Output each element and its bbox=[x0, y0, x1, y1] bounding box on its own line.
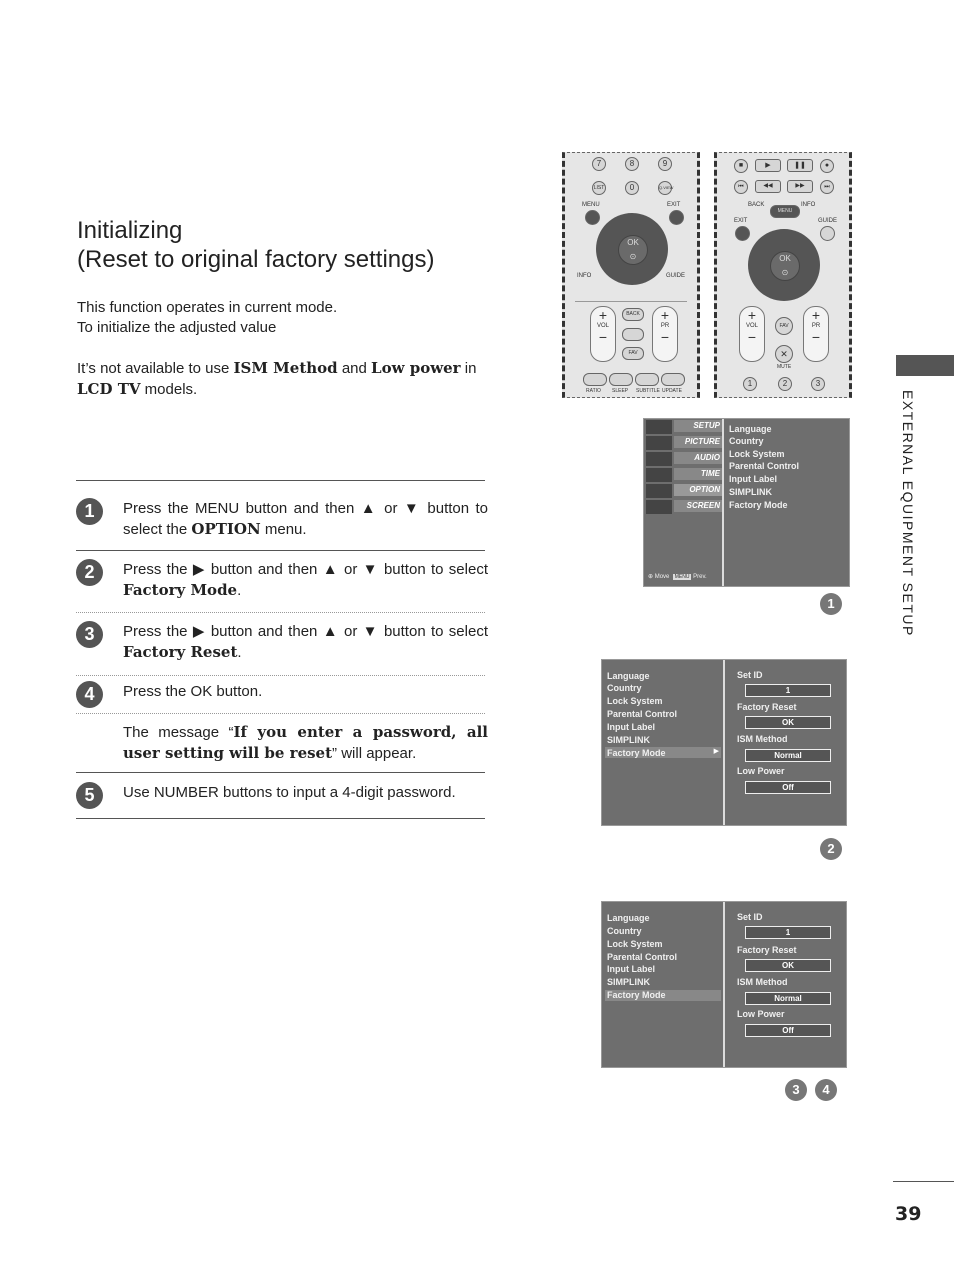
skip-back-button[interactable]: ⏮ bbox=[734, 180, 748, 194]
sleep-button[interactable] bbox=[609, 373, 633, 386]
intro-line-1: This function operates in current mode. bbox=[77, 299, 338, 316]
low-power-field[interactable]: Off bbox=[745, 1024, 831, 1037]
menu-item-parental-control[interactable]: Parental Control bbox=[607, 952, 678, 962]
menu-item-language[interactable]: Language bbox=[729, 424, 772, 434]
step-marker-3: 3 bbox=[785, 1079, 807, 1101]
availability-note: It’s not available to use ISM Method and Low power in bbox=[77, 359, 477, 377]
step-number: 4 bbox=[76, 681, 103, 708]
dpad[interactable] bbox=[748, 229, 820, 301]
menu-item-input-label[interactable]: Input Label bbox=[607, 722, 655, 732]
osd-main-menu bbox=[643, 418, 850, 587]
remote-left: 7 8 9 LIST 0 Q.VIEW MENU EXIT OK ⊙ INFO GUIDE + VOL − + PR − BACK FAV RATIO SLEEP SUBTITLE UPDATE bbox=[562, 152, 700, 398]
side-tab-label: EXTERNAL EQUIPMENT SETUP bbox=[900, 390, 916, 637]
set-id-field[interactable]: 1 bbox=[745, 684, 831, 697]
title-line-2: (Reset to original factory settings) bbox=[77, 246, 435, 273]
remote-right: ■ ▶ ❚❚ ● ⏮ ◀◀ ▶▶ ⏭ BACK INFO MENU EXIT GUIDE OK ⊙ + VOL − + PR − FAV ✕ MUTE 1 2 3 bbox=[714, 152, 852, 398]
menu-item-language[interactable]: Language bbox=[607, 913, 650, 923]
osd-footer: ⊕ Move MENU Prev. bbox=[648, 574, 707, 580]
step-number: 3 bbox=[76, 621, 103, 648]
num-2-button[interactable]: 2 bbox=[778, 377, 792, 391]
ok-button[interactable]: OK ⊙ bbox=[618, 235, 648, 265]
update-button[interactable] bbox=[661, 373, 685, 386]
page-title bbox=[77, 216, 434, 274]
tab-setup[interactable]: SETUP bbox=[674, 420, 724, 432]
dpad[interactable] bbox=[596, 213, 668, 285]
set-id-field[interactable]: 1 bbox=[745, 926, 831, 939]
vol-rocker[interactable]: + VOL − bbox=[739, 306, 765, 362]
low-power-field[interactable]: Off bbox=[745, 781, 831, 794]
menu-item-parental-control[interactable]: Parental Control bbox=[607, 709, 678, 719]
tab-audio[interactable]: AUDIO bbox=[674, 452, 724, 464]
pr-rocker[interactable]: + PR − bbox=[652, 306, 678, 362]
fav-button[interactable]: FAV bbox=[622, 347, 644, 360]
mute-icon[interactable]: ✕ bbox=[775, 345, 793, 363]
ism-method-field[interactable]: Normal bbox=[745, 992, 831, 1005]
menu-item-simplink[interactable]: SIMPLINK bbox=[729, 487, 773, 497]
factory-reset-field[interactable]: OK bbox=[745, 716, 831, 729]
guide-button[interactable] bbox=[820, 226, 835, 241]
step-number: 2 bbox=[76, 559, 103, 586]
menu-item-input-label[interactable]: Input Label bbox=[729, 474, 777, 484]
pause-button[interactable]: ❚❚ bbox=[787, 159, 813, 172]
mark-button[interactable] bbox=[622, 328, 644, 341]
menu-item-country[interactable]: Country bbox=[607, 926, 642, 936]
menu-item-simplink[interactable]: SIMPLINK bbox=[607, 977, 651, 987]
menu-item-parental-control[interactable]: Parental Control bbox=[729, 461, 800, 471]
num-0-button[interactable]: 0 bbox=[625, 181, 639, 195]
menu-item-lock-system[interactable]: Lock System bbox=[607, 939, 663, 949]
fast-forward-button[interactable]: ▶▶ bbox=[787, 180, 813, 193]
exit-button[interactable] bbox=[735, 226, 750, 241]
step-marker-1: 1 bbox=[820, 593, 842, 615]
num-8-button[interactable]: 8 bbox=[625, 157, 639, 171]
step-number: 5 bbox=[76, 782, 103, 809]
list-button[interactable]: LIST bbox=[592, 181, 606, 195]
step-marker-2: 2 bbox=[820, 838, 842, 860]
menu-item-simplink[interactable]: SIMPLINK bbox=[607, 735, 651, 745]
ism-method-field[interactable]: Normal bbox=[745, 749, 831, 762]
side-tab-bar bbox=[896, 355, 954, 376]
menu-item-country[interactable]: Country bbox=[729, 436, 764, 446]
num-1-button[interactable]: 1 bbox=[743, 377, 757, 391]
ratio-button[interactable] bbox=[583, 373, 607, 386]
osd-factory-mode-step2: Language Country Lock System Parental Control Input Label SIMPLINK Factory Mode ▶ Set ID 1 Factory Reset OK ISM Method Normal Low Power Off bbox=[601, 659, 847, 826]
num-3-button[interactable]: 3 bbox=[811, 377, 825, 391]
availability-note-2: LCD TV models. bbox=[77, 380, 198, 398]
step-marker-4: 4 bbox=[815, 1079, 837, 1101]
num-7-button[interactable]: 7 bbox=[592, 157, 606, 171]
title-line-1: Initializing bbox=[77, 217, 183, 244]
menu-item-factory-mode[interactable]: Factory Mode bbox=[607, 990, 666, 1000]
stop-button[interactable]: ■ bbox=[734, 159, 748, 173]
intro-line-2: To initialize the adjusted value bbox=[77, 319, 277, 336]
menu-item-factory-mode[interactable]: Factory Mode bbox=[607, 748, 666, 758]
step-number: 1 bbox=[76, 498, 103, 525]
play-button[interactable]: ▶ bbox=[755, 159, 781, 172]
intro-text bbox=[77, 298, 497, 400]
tab-picture[interactable]: PICTURE bbox=[674, 436, 724, 448]
qview-button[interactable]: Q.VIEW bbox=[658, 181, 672, 195]
menu-item-country[interactable]: Country bbox=[607, 683, 642, 693]
menu-item-input-label[interactable]: Input Label bbox=[607, 964, 655, 974]
arrow-right-icon: ▶ bbox=[713, 748, 719, 755]
back-button[interactable]: BACK bbox=[622, 308, 644, 321]
page-rule bbox=[893, 1181, 954, 1182]
tab-option[interactable]: OPTION bbox=[674, 484, 724, 496]
record-button[interactable]: ● bbox=[820, 159, 834, 173]
vol-rocker[interactable]: + VOL − bbox=[590, 306, 616, 362]
menu-item-lock-system[interactable]: Lock System bbox=[729, 449, 785, 459]
menu-item-factory-mode[interactable]: Factory Mode bbox=[729, 500, 788, 510]
rewind-button[interactable]: ◀◀ bbox=[755, 180, 781, 193]
subtitle-button[interactable] bbox=[635, 373, 659, 386]
tab-screen[interactable]: SCREEN bbox=[674, 500, 724, 512]
tab-time[interactable]: TIME bbox=[674, 468, 724, 480]
menu-button[interactable]: MENU bbox=[770, 205, 800, 218]
fav-button[interactable]: FAV bbox=[775, 317, 793, 335]
osd-factory-mode-step3: Language Country Lock System Parental Control Input Label SIMPLINK Factory Mode Set ID 1 Factory Reset OK ISM Method Normal Low Power Off bbox=[601, 901, 847, 1068]
num-9-button[interactable]: 9 bbox=[658, 157, 672, 171]
pr-rocker[interactable]: + PR − bbox=[803, 306, 829, 362]
menu-button[interactable] bbox=[585, 210, 600, 225]
exit-button[interactable] bbox=[669, 210, 684, 225]
menu-item-lock-system[interactable]: Lock System bbox=[607, 696, 663, 706]
menu-item-language[interactable]: Language bbox=[607, 671, 650, 681]
factory-reset-field[interactable]: OK bbox=[745, 959, 831, 972]
page-number: 39 bbox=[895, 1203, 922, 1225]
skip-forward-button[interactable]: ⏭ bbox=[820, 180, 834, 194]
ok-button[interactable]: OK ⊙ bbox=[770, 251, 800, 281]
